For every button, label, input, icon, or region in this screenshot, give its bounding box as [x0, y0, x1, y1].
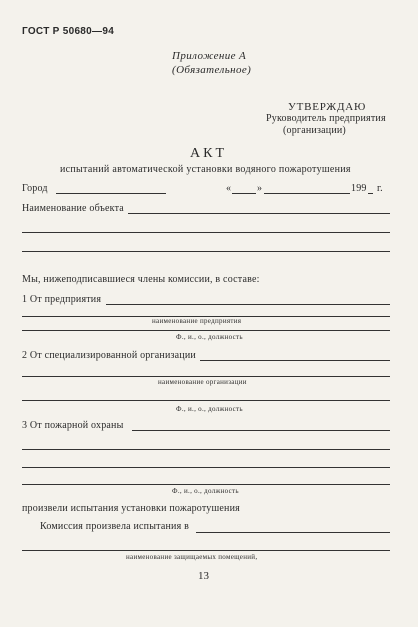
- object-label: Наименование объекта: [22, 203, 124, 214]
- item1-caption-org: наименование предприятия: [152, 317, 242, 325]
- item1-field-line-3[interactable]: [22, 330, 390, 331]
- approval-organization: (организации): [283, 125, 346, 136]
- object-field-line-3[interactable]: [22, 251, 390, 252]
- city-field[interactable]: [56, 193, 166, 194]
- premises-caption: наименование защищаемых помещений,: [126, 553, 258, 561]
- commission-label: Комиссия произвела испытания в: [40, 521, 189, 532]
- item3-field-line-3[interactable]: [22, 467, 390, 468]
- item2-label: 2 От специализированной организации: [22, 350, 196, 361]
- act-subtitle: испытаний автоматической установки водяного пожаротушения: [60, 164, 351, 175]
- approval-head: Руководитель предприятия: [266, 113, 386, 124]
- standard-number: ГОСТ Р 50680—94: [22, 26, 115, 37]
- appendix-status: (Обязательное): [172, 64, 252, 76]
- year-field[interactable]: [368, 193, 373, 194]
- item3-field-line-4[interactable]: [22, 484, 390, 485]
- item3-label: 3 От пожарной охраны: [22, 420, 124, 431]
- year-suffix: г.: [377, 183, 383, 194]
- appendix-title: Приложение А: [172, 50, 247, 62]
- day-field[interactable]: [232, 193, 256, 194]
- tests-conducted: произвели испытания установки пожаротушения: [22, 503, 240, 514]
- premises-field[interactable]: [22, 550, 390, 551]
- item2-field[interactable]: [200, 360, 390, 361]
- page-number: 13: [198, 570, 209, 582]
- date-quote-close: »: [257, 183, 263, 194]
- item2-field-line-3[interactable]: [22, 400, 390, 401]
- item2-caption-person: Ф., и., о., должность: [176, 405, 243, 413]
- item1-caption-person: Ф., и., о., должность: [176, 333, 243, 341]
- item3-caption-person: Ф., и., о., должность: [172, 487, 239, 495]
- item2-caption-org: наименование организации: [158, 378, 247, 386]
- object-field[interactable]: [128, 213, 390, 214]
- month-field[interactable]: [264, 193, 350, 194]
- members-intro: Мы, нижеподписавшиеся члены комиссии, в составе:: [22, 274, 260, 285]
- item1-field[interactable]: [106, 304, 390, 305]
- date-quote-open: «: [226, 183, 232, 194]
- year-label: 199: [351, 183, 367, 194]
- act-title: АКТ: [190, 146, 227, 161]
- item2-field-line-2[interactable]: [22, 376, 390, 377]
- approval-word: УТВЕРЖДАЮ: [288, 101, 367, 113]
- item1-label: 1 От предприятия: [22, 294, 102, 305]
- object-field-line-2[interactable]: [22, 232, 390, 233]
- commission-field[interactable]: [196, 532, 390, 533]
- item3-field[interactable]: [132, 430, 390, 431]
- city-label: Город: [22, 183, 48, 194]
- item3-field-line-2[interactable]: [22, 449, 390, 450]
